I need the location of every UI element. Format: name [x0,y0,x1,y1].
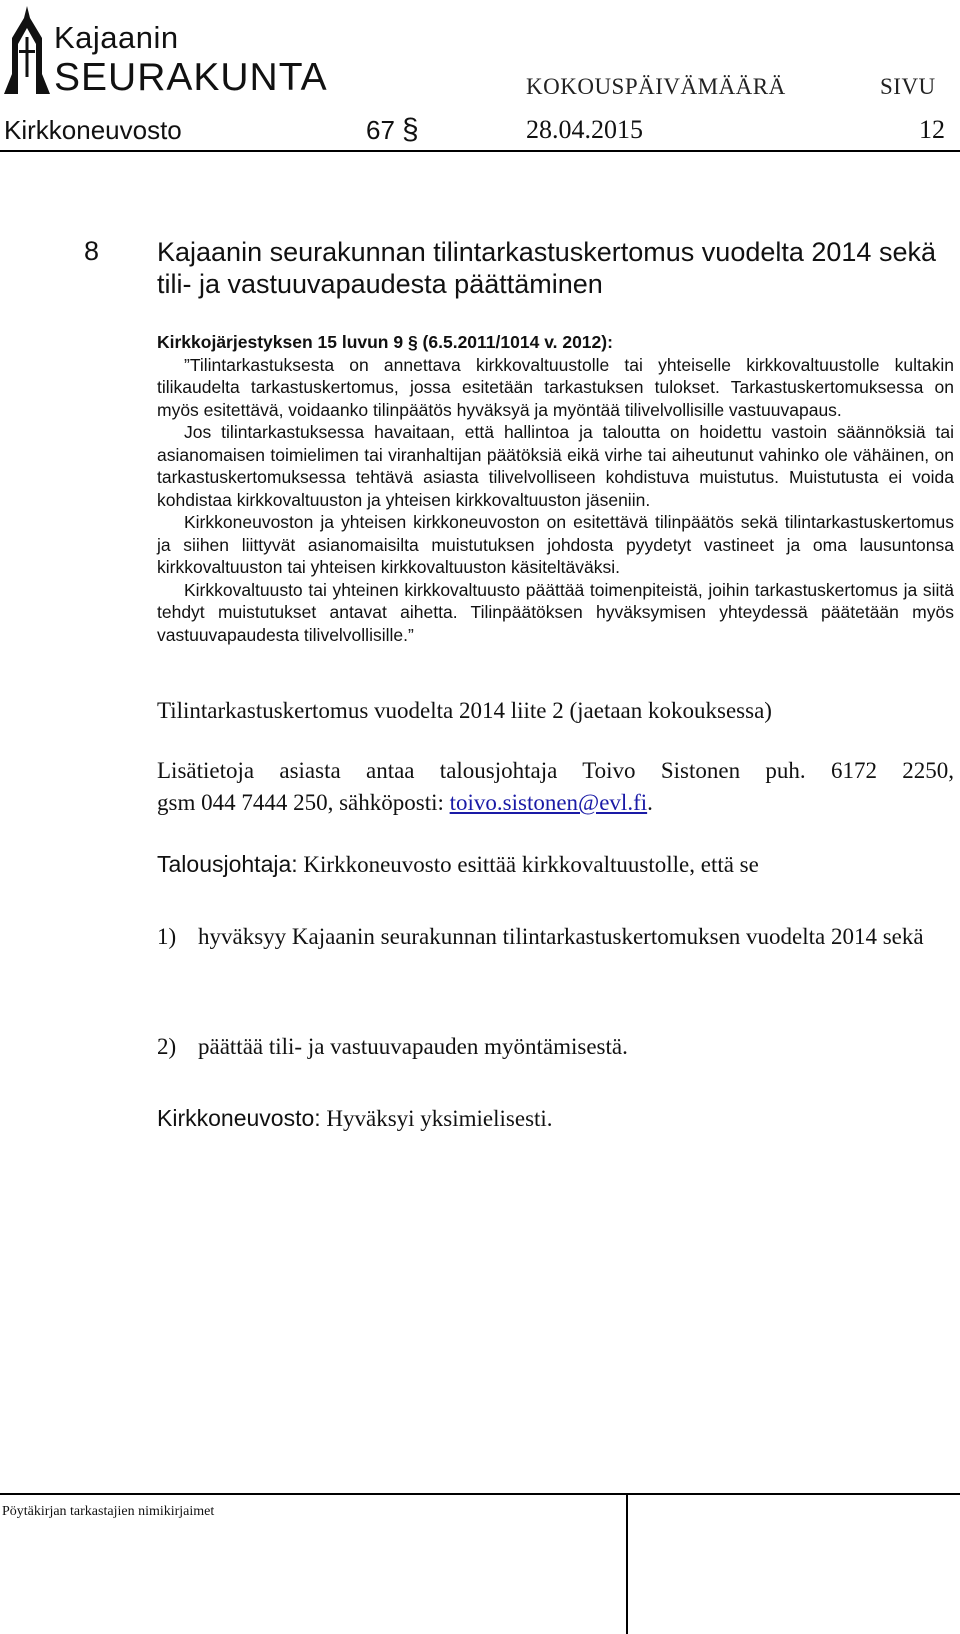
attachment-note: Tilintarkastuskertomus vuodelta 2014 liite 2 (jaetaan kokouksessa) [157,698,772,723]
decision-role: Kirkkoneuvosto: [157,1105,321,1131]
contact-line-1: Lisätietoja asiasta antaa talousjohtaja Toivo Sistonen puh. 6172 2250, [157,758,954,783]
meeting-body: Kirkkoneuvosto [4,115,182,145]
parish-logo [4,4,334,99]
section-number: 8 [84,236,100,266]
contact-line-2-end: . [647,790,653,815]
list-item-text: hyväksyy Kajaanin seurakunnan tilintarkastuskertomuksen vuodelta 2014 sekä [198,924,924,949]
proposal-role: Talousjohtaja: [157,851,298,877]
logo-text-line2: SEURAKUNTA [54,56,328,99]
footer-divider [626,1494,628,1634]
list-item-number: 1) [157,924,177,949]
email-link[interactable]: toivo.sistonen@evl.fi [449,790,648,815]
contact-line-2 [157,787,954,819]
proposal [157,848,759,881]
footer-rule [0,1493,960,1495]
list-item-text: päättää tili- ja vastuuvapauden myöntämisestä. [198,1034,628,1059]
page-label: SIVU [880,74,936,99]
decision [157,1102,553,1135]
meeting-date-label: KOKOUSPÄIVÄMÄÄRÄ [526,74,786,99]
decision-text: Hyväksyi yksimielisesti. [320,1106,553,1131]
proposal-text: Kirkkoneuvosto esittää kirkkovaltuustolle, että se [297,852,759,877]
church-emblem-icon [4,4,50,96]
law-heading: Kirkkojärjestyksen 15 luvun 9 § (6.5.2011/1014 v. 2012): [157,332,613,352]
contact-phone: gsm 044 7444 250, sähköposti: [157,790,450,815]
page-number: 12 [919,115,945,144]
paragraph-number: 67 [366,115,395,145]
contact-info [157,755,954,819]
list-item-number: 2) [157,1034,177,1059]
meeting-date: 28.04.2015 [526,115,643,144]
law-citation [157,331,954,646]
signature-initials-label: Pöytäkirjan tarkastajien nimikirjaimet [2,1504,215,1519]
law-paragraph-1: ”Tilintarkastuksesta on annettava kirkkovaltuustolle tai yhteiselle kirkkovaltuustolle kultakin tilikaudelta tarkastuskertomus, jossa esitetään tarkastuksen tulokset. Tarkastuskertomuksessa on myös esitettävä, voidaanko tilinpäätös hyväksyä ja myöntää tilivelvollisille vastuuvapaus. [157,354,954,420]
paragraph-sign: § [402,113,419,146]
law-paragraph-2: Jos tilintarkastuksessa havaitaan, että hallintoa ja taloutta on hoidettu vastoin säännöksiä tai asianomaisen toimielimen tai viranhaltijan päätöksiä eikä virhe tai aiheutunut vahinko ole vähäinen, on tarkastuskertomuksessa tehtävä asiasta tilivelvolliseen kohdistuva muistutus. Muistutusta ei voida kohdistaa kirkkovaltuuston ja yhteisen kirkkovaltuuston jäseniin. [157,422,954,510]
law-paragraph-4: Kirkkovaltuusto tai yhteinen kirkkovaltuusto päättää toimenpiteistä, joihin tarkastuskertomus ja siitä tehdyt muistutukset antavat aihetta. Tilinpäätöksen hyväksymisen yhteydessä päätetään myös vastuuvapaudesta tilivelvollisille.” [157,579,954,645]
logo-text-line1: Kajaanin [54,20,179,55]
header-rule [0,150,960,152]
law-paragraph-3: Kirkkoneuvoston ja yhteisen kirkkoneuvoston on esitettävä tilinpäätös sekä tilintarkastuskertomus ja siihen liittyvät asianomaisilta muistutuksen johdosta pyydetyt vastineet ja oma lausuntonsa kirkkovaltuuston tai yhteisen kirkkovaltuuston käsiteltäväksi. [157,512,954,577]
section-title: Kajaanin seurakunnan tilintarkastuskertomus vuodelta 2014 sekä tili- ja vastuuvapaudesta päättäminen [157,237,936,299]
